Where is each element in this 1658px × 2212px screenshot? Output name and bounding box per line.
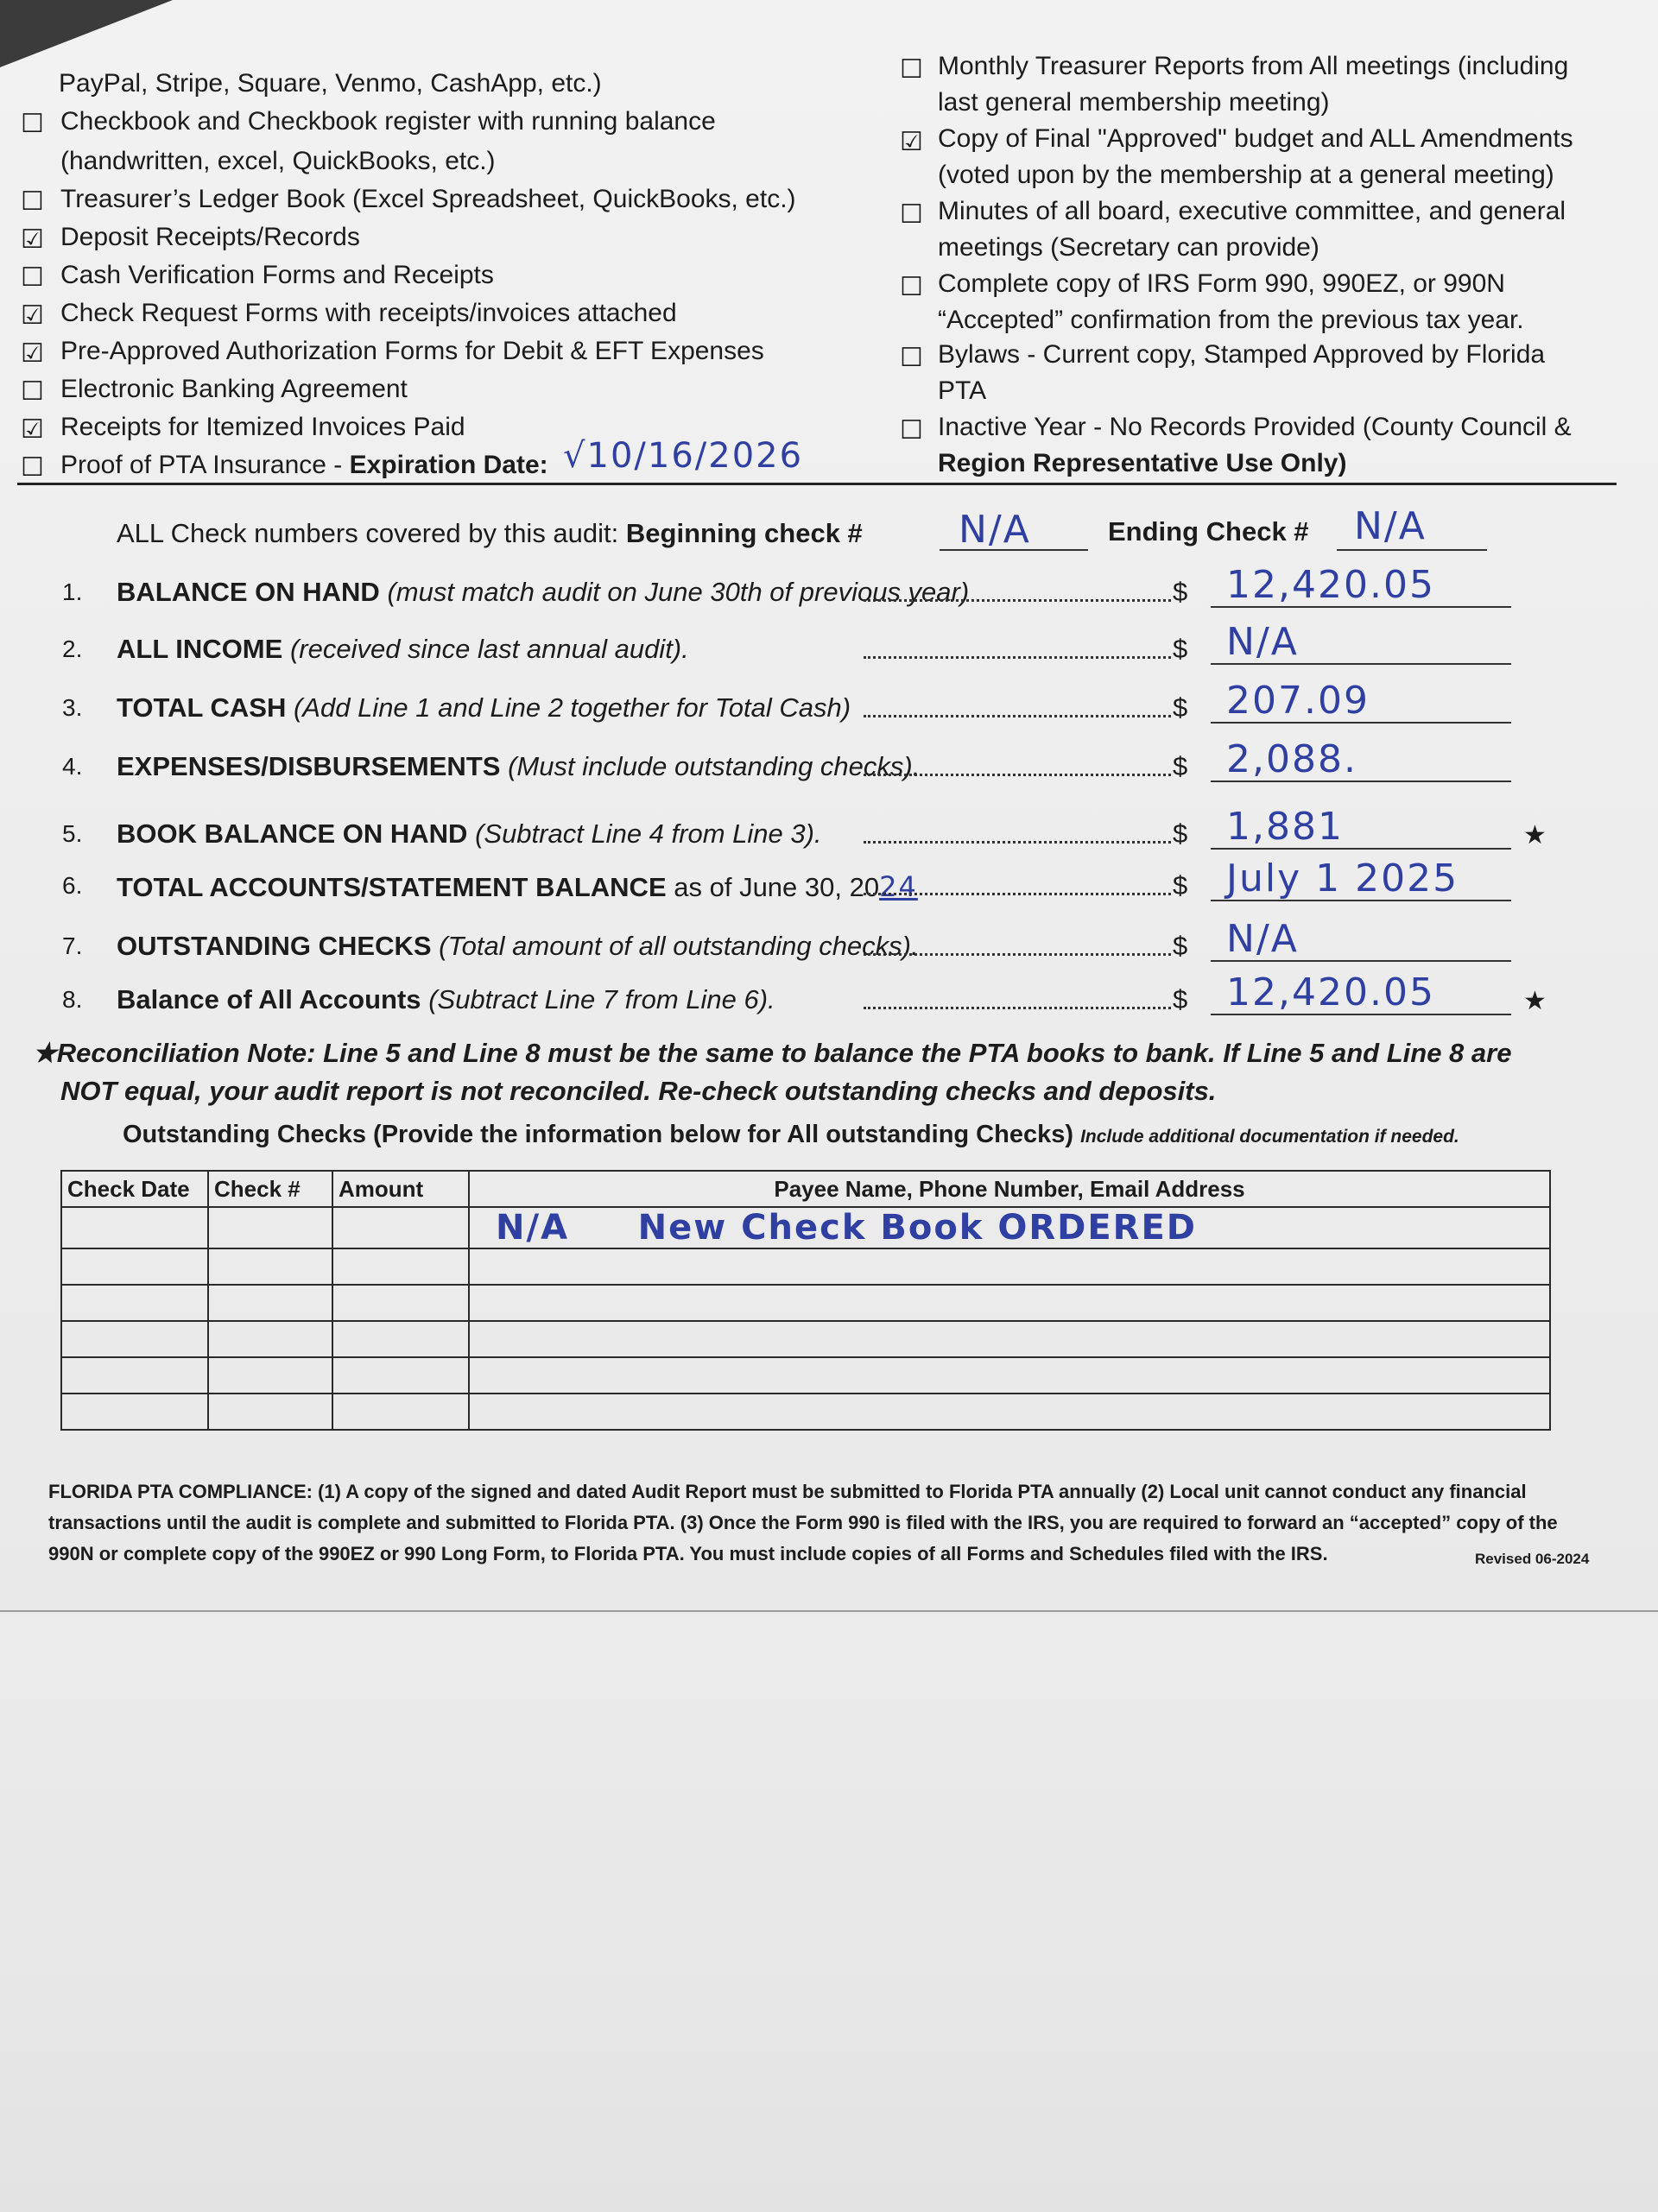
checkbox[interactable]: ☐ — [900, 344, 923, 372]
checklist-left-item — [60, 337, 764, 366]
checklist-left-item — [60, 185, 796, 214]
table-row — [61, 1285, 1550, 1321]
table-header: Amount — [332, 1171, 469, 1207]
line-label — [117, 984, 775, 1015]
dollar-sign: $ — [1173, 818, 1188, 849]
revised-date: Revised 06-2024 — [1475, 1551, 1590, 1567]
table-row — [61, 1207, 1550, 1248]
beginning-check-label: Beginning check # — [625, 518, 863, 548]
line-label-detail: (Total amount of all outstanding checks). — [439, 931, 919, 961]
line-label-bold: BOOK BALANCE ON HAND — [117, 818, 468, 849]
checked-checkbox[interactable]: ☑ — [21, 339, 44, 368]
dot-leader — [864, 893, 1171, 895]
line-label-bold: OUTSTANDING CHECKS — [117, 931, 432, 961]
dot-leader — [864, 715, 1171, 717]
checklist-right-label: (voted upon by the membership at a general meeting) — [938, 161, 1554, 189]
table-cell[interactable] — [469, 1248, 1550, 1285]
checkbox[interactable]: ☐ — [21, 377, 44, 406]
checklist-right-label: Bylaws - Current copy, Stamped Approved by Florida — [938, 340, 1546, 369]
line-label — [117, 818, 822, 850]
checklist-left-item — [60, 223, 360, 252]
dollar-sign: $ — [1173, 751, 1188, 781]
ending-check-value: N/A — [1354, 504, 1427, 548]
check-numbers-label: ALL Check numbers covered by this audit: — [117, 518, 619, 548]
outstanding-checks-heading — [123, 1121, 1459, 1149]
line-number: 3. — [62, 694, 83, 721]
table-cell[interactable] — [208, 1285, 332, 1321]
checklist-left-label: Pre-Approved Authorization Forms for Debit & EFT Expenses — [60, 337, 764, 365]
line-label-bold: BALANCE ON HAND — [117, 577, 380, 607]
reconciliation-note-line-2: NOT equal, your audit report is not reconciled. Re-check outstanding checks and deposits. — [60, 1076, 1217, 1106]
line-label-detail: (received since last annual audit). — [289, 634, 689, 664]
dot-leader — [864, 599, 1171, 602]
checkbox[interactable]: ☐ — [21, 187, 44, 216]
checkbox[interactable]: ☐ — [900, 416, 923, 445]
table-cell[interactable] — [469, 1357, 1550, 1394]
table-cell[interactable] — [61, 1357, 208, 1394]
outstanding-checks-table — [60, 1170, 1551, 1431]
table-cell[interactable] — [61, 1285, 208, 1321]
table-cell[interactable] — [332, 1285, 469, 1321]
reconciliation-note-line-1: ★Reconciliation Note: Line 5 and Line 8 must be the same to balance the PTA books to bank. If Line 5 and Line 8 are — [33, 1038, 1512, 1068]
checklist-left-item — [60, 147, 496, 176]
line-number: 4. — [62, 753, 83, 780]
compliance-footer: FLORIDA PTA COMPLIANCE: (1) A copy of the signed and dated Audit Report must be submitted to Florida PTA annually (2) Local unit cannot conduct any financial transactions until the audit is complete and submitted to Florida PTA. (3) Once the Form 990 is filed with the IRS, you are required to forward an “accepted” copy of the 990N or complete copy of the 990EZ or 990 Long Form, to Florida PTA. You must include copies of all Forms and Schedules filed with the IRS. — [48, 1481, 1558, 1564]
beginning-check-underline — [940, 549, 1088, 551]
value-underline — [1211, 663, 1511, 665]
line-number: 8. — [62, 986, 83, 1013]
line-value-handwritten: N/A — [1226, 620, 1299, 664]
table-cell[interactable] — [61, 1321, 208, 1357]
checkbox[interactable]: ☐ — [21, 453, 44, 482]
line-label — [117, 634, 689, 665]
checklist-left-item — [59, 69, 602, 98]
checklist-right-label: Inactive Year - No Records Provided (County Council & — [938, 413, 1572, 441]
line-label-detail: as of June 30, 20 — [674, 872, 880, 902]
line-value-handwritten: 1,881 — [1226, 805, 1344, 849]
checklist-left-label: Check Request Forms with receipts/invoices attached — [60, 299, 677, 327]
line-number: 2. — [62, 635, 83, 662]
table-cell[interactable] — [469, 1321, 1550, 1357]
table-row — [61, 1394, 1550, 1430]
line-label — [117, 692, 851, 724]
table-cell[interactable] — [332, 1321, 469, 1357]
checklist-left-label: Deposit Receipts/Records — [60, 223, 360, 251]
table-cell[interactable] — [208, 1248, 332, 1285]
line-number: 1. — [62, 578, 83, 605]
value-underline — [1211, 606, 1511, 608]
dollar-sign: $ — [1173, 577, 1188, 607]
line-label-detail: (Subtract Line 4 from Line 3). — [475, 818, 822, 849]
line-value-handwritten: 2,088. — [1226, 737, 1357, 781]
checked-checkbox[interactable]: ☑ — [21, 301, 44, 330]
outstanding-heading-text: Outstanding Checks (Provide the information below for All outstanding Checks) — [123, 1121, 1074, 1148]
line-label — [117, 870, 918, 903]
table-surface — [0, 1610, 1658, 2212]
line-value-handwritten: 12,420.05 — [1226, 563, 1435, 607]
folded-corner — [0, 0, 173, 67]
line-label — [117, 577, 969, 608]
checklist-left-label: Treasurer’s Ledger Book (Excel Spreadsheet, QuickBooks, etc.) — [60, 185, 796, 213]
table-row — [61, 1248, 1550, 1285]
star-icon: ★ — [1523, 821, 1547, 850]
checklist-right-label: Minutes of all board, executive committee, and general — [938, 197, 1566, 225]
table-cell[interactable] — [61, 1394, 208, 1430]
checklist-right-label: PTA — [938, 376, 987, 405]
checklist-right-label: “Accepted” confirmation from the previous tax year. — [938, 306, 1524, 334]
line-label-detail: (Subtract Line 7 from Line 6). — [428, 984, 775, 1014]
value-underline — [1211, 722, 1511, 724]
value-underline — [1211, 781, 1511, 782]
checkbox[interactable]: ☐ — [900, 55, 923, 84]
value-underline — [1211, 960, 1511, 962]
dollar-sign: $ — [1173, 634, 1188, 664]
ending-check-label: Ending Check # — [1108, 516, 1309, 547]
star-icon: ★ — [1523, 987, 1547, 1015]
checkbox[interactable]: ☐ — [900, 200, 923, 229]
checklist-left-label: PayPal, Stripe, Square, Venmo, CashApp, etc.) — [59, 69, 602, 98]
value-underline — [1211, 1014, 1511, 1015]
checked-checkbox[interactable]: ☑ — [21, 415, 44, 444]
line-number: 6. — [62, 872, 83, 899]
line-label-detail: (must match audit on June 30th of previous year) — [387, 577, 970, 607]
outstanding-heading-note: Include additional documentation if needed. — [1080, 1127, 1459, 1147]
table-row — [61, 1321, 1550, 1357]
checklist-right-label: meetings (Secretary can provide) — [938, 233, 1319, 262]
checklist-right-label: Copy of Final "Approved" budget and ALL Amendments — [938, 124, 1573, 153]
dollar-sign: $ — [1173, 984, 1188, 1014]
section-divider — [17, 483, 1617, 485]
checklist-left-item — [60, 299, 677, 328]
line-value-handwritten: 207.09 — [1226, 679, 1370, 723]
value-underline — [1211, 848, 1511, 850]
table-cell[interactable] — [332, 1357, 469, 1394]
table-cell[interactable] — [469, 1285, 1550, 1321]
statement-year-handwritten: 24 — [879, 870, 918, 903]
dot-leader — [864, 656, 1171, 659]
checklist-left-item — [60, 261, 494, 290]
checked-checkbox[interactable]: ☑ — [900, 128, 923, 156]
line-label-bold: EXPENSES/DISBURSEMENTS — [117, 751, 501, 781]
table-cell[interactable] — [208, 1394, 332, 1430]
table-header: Payee Name, Phone Number, Email Address — [469, 1171, 1550, 1207]
dot-leader — [864, 774, 1171, 776]
dollar-sign: $ — [1173, 870, 1188, 901]
line-value-handwritten: July 1 2025 — [1226, 856, 1459, 901]
check-numbers-row — [117, 518, 863, 549]
dot-leader — [864, 953, 1171, 956]
table-row — [61, 1357, 1550, 1394]
table-cell[interactable] — [208, 1357, 332, 1394]
ending-check-underline — [1337, 549, 1487, 551]
table-cell[interactable] — [208, 1207, 332, 1248]
table-cell[interactable] — [332, 1394, 469, 1430]
line-label-detail: (Must include outstanding checks). — [508, 751, 921, 781]
line-label — [117, 931, 919, 962]
checklist-left-label: (handwritten, excel, QuickBooks, etc.) — [60, 147, 496, 175]
line-value-handwritten: N/A — [1226, 917, 1299, 961]
table-cell[interactable] — [61, 1207, 208, 1248]
dollar-sign: $ — [1173, 692, 1188, 723]
table-cell[interactable] — [332, 1207, 469, 1248]
value-underline — [1211, 900, 1511, 901]
dot-leader — [864, 1007, 1171, 1009]
checklist-left-label: Checkbook and Checkbook register with running balance — [60, 107, 716, 136]
reconciliation-note — [33, 1034, 1511, 1110]
table-cell[interactable] — [208, 1321, 332, 1357]
line-label-bold: TOTAL CASH — [117, 692, 287, 723]
line-number: 7. — [62, 932, 83, 959]
checklist-left-item — [60, 375, 408, 404]
expiration-date-label: Expiration Date: — [349, 451, 548, 479]
dollar-sign: $ — [1173, 931, 1188, 961]
table-header: Check Date — [61, 1171, 208, 1207]
line-label — [117, 751, 920, 782]
table-cell[interactable] — [61, 1248, 208, 1285]
checklist-left-label: Receipts for Itemized Invoices Paid — [60, 413, 465, 441]
checklist-left-item — [60, 413, 465, 442]
checklist-left-item — [60, 451, 548, 480]
checklist-left-item — [60, 107, 716, 136]
insurance-expiration-handwritten: √10/16/2026 — [563, 436, 804, 476]
checklist-right-label: Region Representative Use Only) — [938, 449, 1347, 477]
line-label-bold: ALL INCOME — [117, 634, 283, 664]
checklist-left-label: Cash Verification Forms and Receipts — [60, 261, 494, 289]
line-label-detail: (Add Line 1 and Line 2 together for Total Cash) — [293, 692, 851, 723]
table-cell[interactable] — [332, 1248, 469, 1285]
checked-checkbox[interactable]: ☑ — [21, 225, 44, 254]
line-label-bold: Balance of All Accounts — [117, 984, 421, 1014]
dot-leader — [864, 841, 1171, 844]
checklist-left-label: Proof of PTA Insurance - — [60, 451, 350, 479]
line-number: 5. — [62, 820, 83, 847]
table-cell[interactable]: N/A New Check Book ORDERED — [469, 1207, 1550, 1248]
line-label-bold: TOTAL ACCOUNTS/STATEMENT BALANCE — [117, 872, 667, 902]
checklist-right-label: last general membership meeting) — [938, 88, 1330, 117]
checklist-left-label: Electronic Banking Agreement — [60, 375, 408, 403]
table-cell[interactable] — [469, 1394, 1550, 1430]
table-header: Check # — [208, 1171, 332, 1207]
beginning-check-value: N/A — [959, 508, 1031, 552]
checkbox[interactable]: ☐ — [900, 273, 923, 301]
checkbox[interactable]: ☐ — [21, 110, 44, 138]
checklist-right-label: Monthly Treasurer Reports from All meetings (including — [938, 52, 1569, 80]
checkbox[interactable]: ☐ — [21, 263, 44, 292]
checklist-right-label: Complete copy of IRS Form 990, 990EZ, or 990N — [938, 269, 1505, 298]
line-value-handwritten: 12,420.05 — [1226, 970, 1435, 1014]
